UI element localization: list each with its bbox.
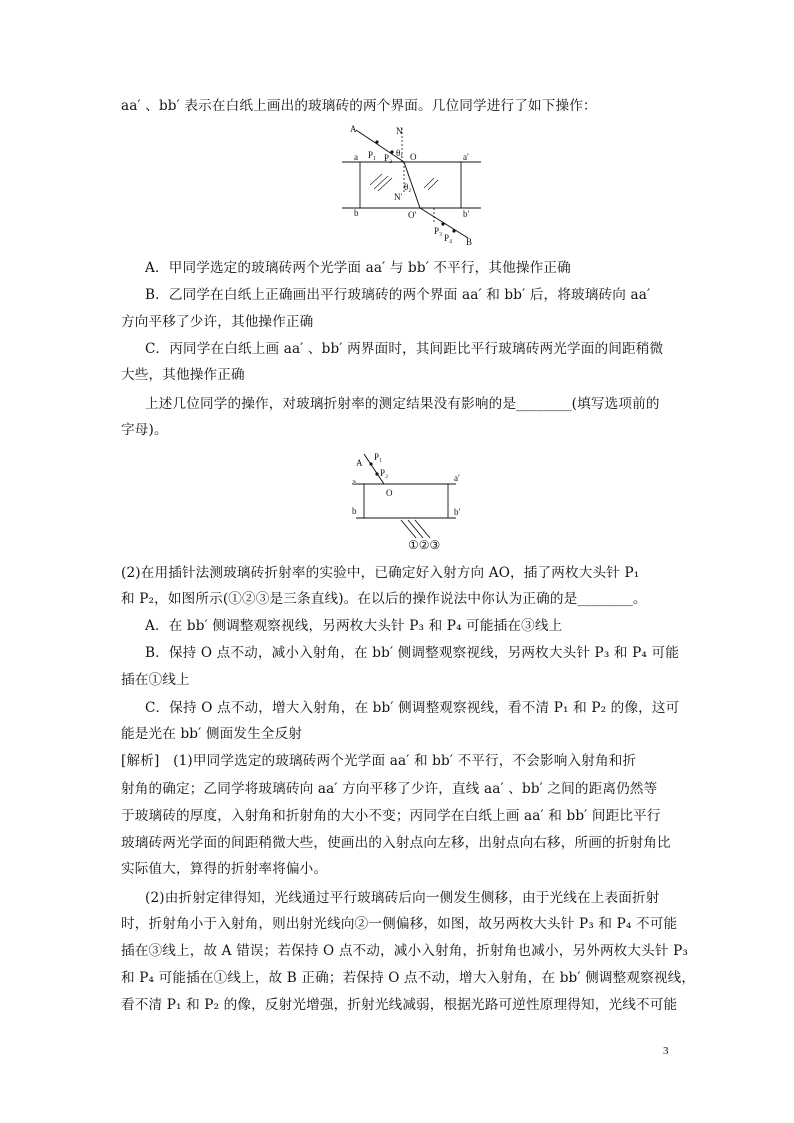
fig1-label-P4: P₄ — [444, 233, 453, 243]
fig1-label-a-prime: a′ — [463, 152, 469, 162]
fig1-label-theta1: θ₁ — [396, 148, 404, 158]
fig2-label-b-prime: b′ — [454, 507, 461, 517]
solution-line-6: (2)由折射定律得知，光线通过平行玻璃砖后向一侧发生侧移，由于光线在上表面折射 — [145, 890, 660, 906]
option-2A: A．在 bb′ 侧调整观察视线，另两枚大头针 P₃ 和 P₄ 可能插在③线上 — [145, 618, 563, 634]
option-2B-line1: B．保持 O 点不动，减小入射角，在 bb′ 侧调整观察视线，另两枚大头针 P₃ 和 P₄ 可能 — [145, 645, 679, 661]
fig2-label-O: O — [386, 488, 393, 498]
fig1-label-O: O — [410, 152, 417, 162]
fig2-label-P2: P₂ — [380, 468, 389, 478]
fig2-line-numbers: ①②③ — [408, 538, 441, 552]
question-2-line2: 和 P₂，如图所示(①②③是三条直线)。在以后的操作说法中你认为正确的是________。 — [121, 591, 647, 607]
fig1-label-P2: P₂ — [384, 153, 393, 163]
fig1-label-theta2: θ₂ — [404, 182, 412, 192]
solution-line-5: 实际值大，算得的折射率将偏小。 — [121, 861, 328, 877]
solution-line-10: 看不清 P₁ 和 P₂ 的像，反射光增强，折射光线减弱，根据光路可逆性原理得知，光线不可能 — [121, 997, 678, 1013]
solution-line-7: 时，折射角小于入射角，则出射光线向②一侧偏移，如图，故另两枚大头针 P₃ 和 P₄ 不可能 — [121, 916, 678, 932]
fig1-label-O-prime: O′ — [408, 210, 417, 220]
solution-line-4: 玻璃砖两光学面的间距稍微大些，使画出的入射点向左移，出射点向右移，所画的折射角比 — [121, 835, 671, 851]
question-1-line2: 字母)。 — [121, 422, 168, 438]
fig1-label-a: a — [354, 152, 358, 162]
fig1-label-A: A — [350, 124, 357, 134]
option-1A: A．甲同学选定的玻璃砖两个光学面 aa′ 与 bb′ 不平行，其他操作正确 — [145, 260, 571, 276]
fig2-label-a-prime: a′ — [454, 473, 460, 483]
fig1-label-b-prime: b′ — [463, 209, 470, 219]
fig2-label-b: b — [352, 506, 357, 516]
option-1B-line1: B．乙同学在白纸上正确画出平行玻璃砖的两个界面 aa′ 和 bb′ 后，将玻璃砖向 aa′ — [145, 287, 651, 303]
solution-line-9: 和 P₄ 可能插在①线上，故 B 正确；若保持 O 点不动，增大入射角，在 bb′ 侧调整观察视线， — [121, 970, 696, 986]
fig1-label-P3: P₃ — [434, 226, 443, 236]
option-2C-line1: C．保持 O 点不动，增大入射角，在 bb′ 侧调整观察视线，看不清 P₁ 和 P₂ 的像，这可 — [145, 700, 680, 716]
option-2C-line2: 能是光在 bb′ 侧面发生全反射 — [121, 726, 303, 742]
option-1B-line2: 方向平移了少许，其他操作正确 — [121, 314, 314, 330]
fig1-label-B: B — [466, 237, 473, 247]
solution-line-8: 插在③线上，故 A 错误；若保持 O 点不动，减小入射角，折射角也减小，另外两枚大头针 P₃ — [121, 943, 689, 959]
fig1-label-P1: P₁ — [368, 150, 377, 160]
figure-refraction-2 — [346, 448, 476, 556]
solution-line-1: [解析] (1)甲同学选定的玻璃砖两个光学面 aa′ 和 bb′ 不平行，不会影响入射角和折 — [121, 753, 637, 769]
solution-line-2: 射角的确定；乙同学将玻璃砖向 aa′ 方向平移了少许，直线 aa′ 、bb′ 之间的距离仍然等 — [121, 781, 658, 797]
option-1C-line2: 大些，其他操作正确 — [121, 367, 245, 383]
intro-line: aa′ 、bb′ 表示在白纸上画出的玻璃砖的两个界面。几位同学进行了如下操作： — [121, 98, 597, 114]
fig1-label-N: N — [396, 126, 403, 136]
question-2-line1: (2)在用插针法测玻璃砖折射率的实验中，已确定好入射方向 AO，插了两枚大头针 P₁ — [121, 565, 640, 581]
option-1C-line1: C．丙同学在白纸上画 aa′ 、bb′ 两界面时，其间距比平行玻璃砖两光学面的间距稍微 — [145, 341, 664, 357]
page-number: 3 — [663, 1045, 669, 1057]
fig2-label-A: A — [356, 458, 363, 468]
fig2-label-P1: P₁ — [374, 452, 383, 462]
fig1-label-N-prime: N′ — [394, 192, 403, 202]
fig2-label-a: a — [352, 477, 356, 487]
option-2B-line2: 插在①线上 — [121, 672, 190, 688]
solution-line-3: 于玻璃砖的厚度，入射角和折射角的大小不变；丙同学在白纸上画 aa′ 和 bb′ 间距比平行 — [121, 808, 661, 824]
question-1-line1: 上述几位同学的操作，对玻璃折射率的测定结果没有影响的是________(填写选项前的 — [145, 396, 660, 412]
fig1-label-b: b — [354, 208, 359, 218]
figure-refraction-1 — [338, 120, 488, 250]
